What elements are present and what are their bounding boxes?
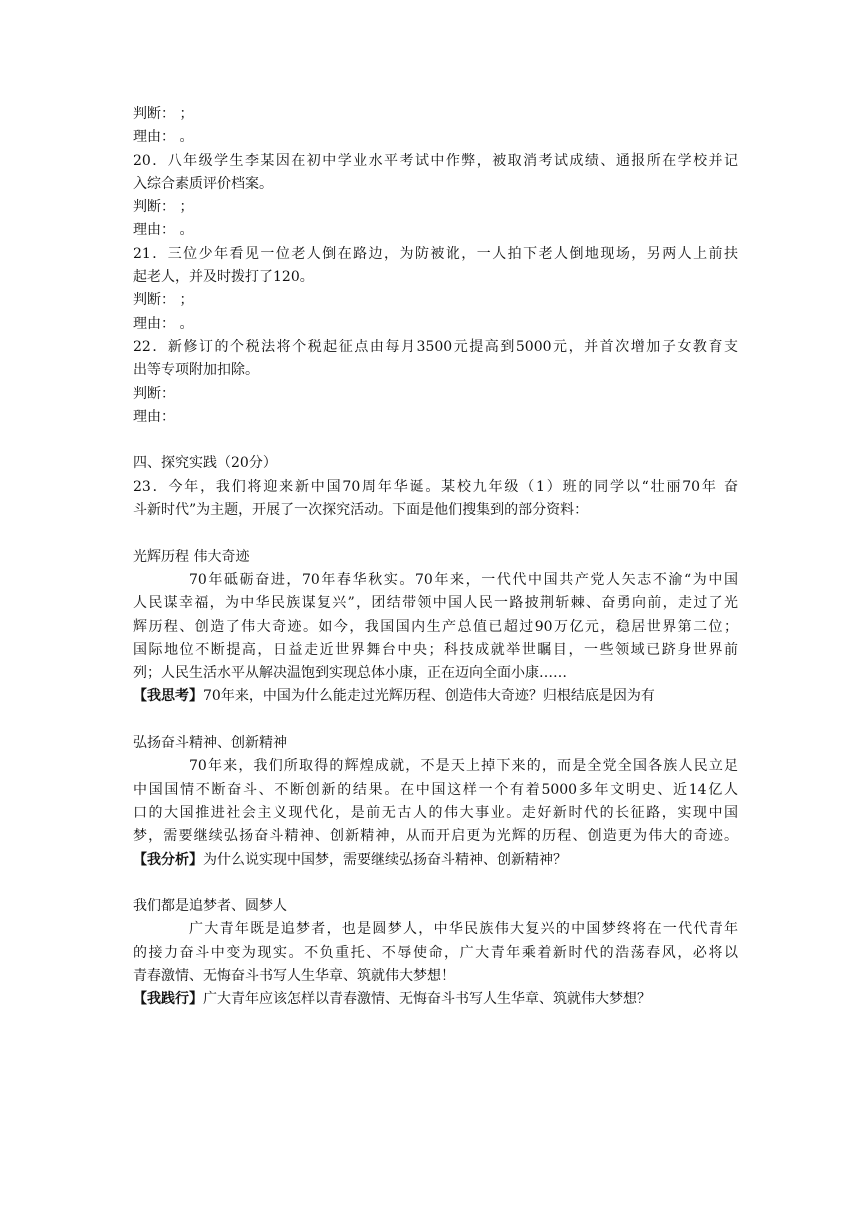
material-2-line: 口的大国推进社会主义现代化，是前无古人的伟大事业。走好新时代的长征路，实现中国 [133,804,738,821]
q19-reason-line: 理由： 。 [133,129,194,146]
task-practice [133,988,738,1011]
material-2-line: 70年来，我们所取得的辉煌成就，不是天上掉下来的，而是全党全国各族人民立足 [189,758,738,775]
material-3-line: 广大青年既是追梦者，也是圆梦人，中华民族伟大复兴的中国梦终将在一代代青年 [189,921,738,938]
q22-text-line-2: 出等专项附加扣除。 [133,362,259,379]
q23-intro-line-2: 斗新时代”为主题，开展了一次探究活动。下面是他们搜集到的部分资料： [133,502,589,519]
q21-text-line-1: 21．三位少年看见一位老人倒在路边，为防被讹，一人拍下老人倒地现场，另两人上前扶 [133,245,738,262]
material-1-line: 人民谋幸福，为中华民族谋复兴”，团结带领中国人民一路披荆斩棘、奋勇向前，走过了光 [133,595,738,612]
q21-judge-line: 判断： ； [133,292,194,309]
q20-text-line-2: 入综合素质评价档案。 [133,175,273,192]
task-analyze-label: 【我分析】 [133,851,203,868]
q19-judge-line: 判断： ； [133,106,194,122]
q20-judge-line: 判断： ； [133,199,194,216]
material-1-title: 光辉历程 伟大奇迹 [133,548,250,565]
q22-reason-line: 理由： [133,408,175,425]
material-2-line: 中国国情不断奋斗、不断创新的结果。在中国这样一个有着5000多年文明史、近14亿人 [133,781,738,798]
material-1-line: 国际地位不断提高，日益走近世界舞台中央；科技成就举世瞩目，一些领域已跻身世界前 [133,641,738,658]
material-3-title: 我们都是追梦者、圆梦人 [133,898,287,915]
q21-text-line-2: 起老人，并及时拨打了120。 [133,269,314,286]
material-1-line: 列；人民生活水平从解决温饱到实现总体小康，正在迈向全面小康…… [133,665,567,682]
section-heading: 四、探究实践（20分） [133,455,277,472]
q22-text-line-1: 22．新修订的个税法将个税起征点由每月3500元提高到5000元，并首次增加子女教育支 [133,338,738,355]
task-analyze-text: 为什么说实现中国梦，需要继续弘扬奋斗精神、创新精神？ [203,851,567,868]
task-think-label: 【我思考】 [133,688,203,705]
material-1-line: 70年砥砺奋进，70年春华秋实。70年来，一代代中国共产党人矢志不渝“为中国 [189,571,738,588]
task-analyze [133,849,738,872]
material-3-line: 的接力奋斗中变为现实。不负重托、不辱使命，广大青年乘着新时代的浩荡春风，必将以 [133,944,738,961]
material-3-line: 青春激情、无悔奋斗书写人生华章、筑就伟大梦想！ [133,967,455,984]
document-body [133,103,738,1012]
task-think-text: 70年来，中国为什么能走过光辉历程、创造伟大奇迹？归根结底是因为有 [203,688,655,705]
q23-intro-line-1: 23．今年，我们将迎来新中国70周年华诞。某校九年级（1）班的同学以“壮丽70年 奋 [133,478,738,495]
q21-reason-line: 理由： 。 [133,315,194,332]
task-practice-label: 【我践行】 [133,991,203,1008]
material-2-line: 梦，需要继续弘扬奋斗精神、创新精神，从而开启更为光辉的历程、创造更为伟大的奇迹。 [133,828,738,845]
q22-judge-line: 判断： [133,385,175,402]
q20-text-line-1: 20．八年级学生李某因在初中学业水平考试中作弊，被取消考试成绩、通报所在学校并记 [133,152,738,169]
task-think [133,685,738,708]
material-1-line: 辉历程、创造了伟大奇迹。如今，我国国内生产总值已超过90万亿元，稳居世界第二位； [133,618,738,635]
material-2-title: 弘扬奋斗精神、创新精神 [133,735,287,752]
task-practice-text: 广大青年应该怎样以青春激情、无悔奋斗书写人生华章、筑就伟大梦想？ [203,991,651,1008]
q20-reason-line: 理由： 。 [133,222,194,239]
